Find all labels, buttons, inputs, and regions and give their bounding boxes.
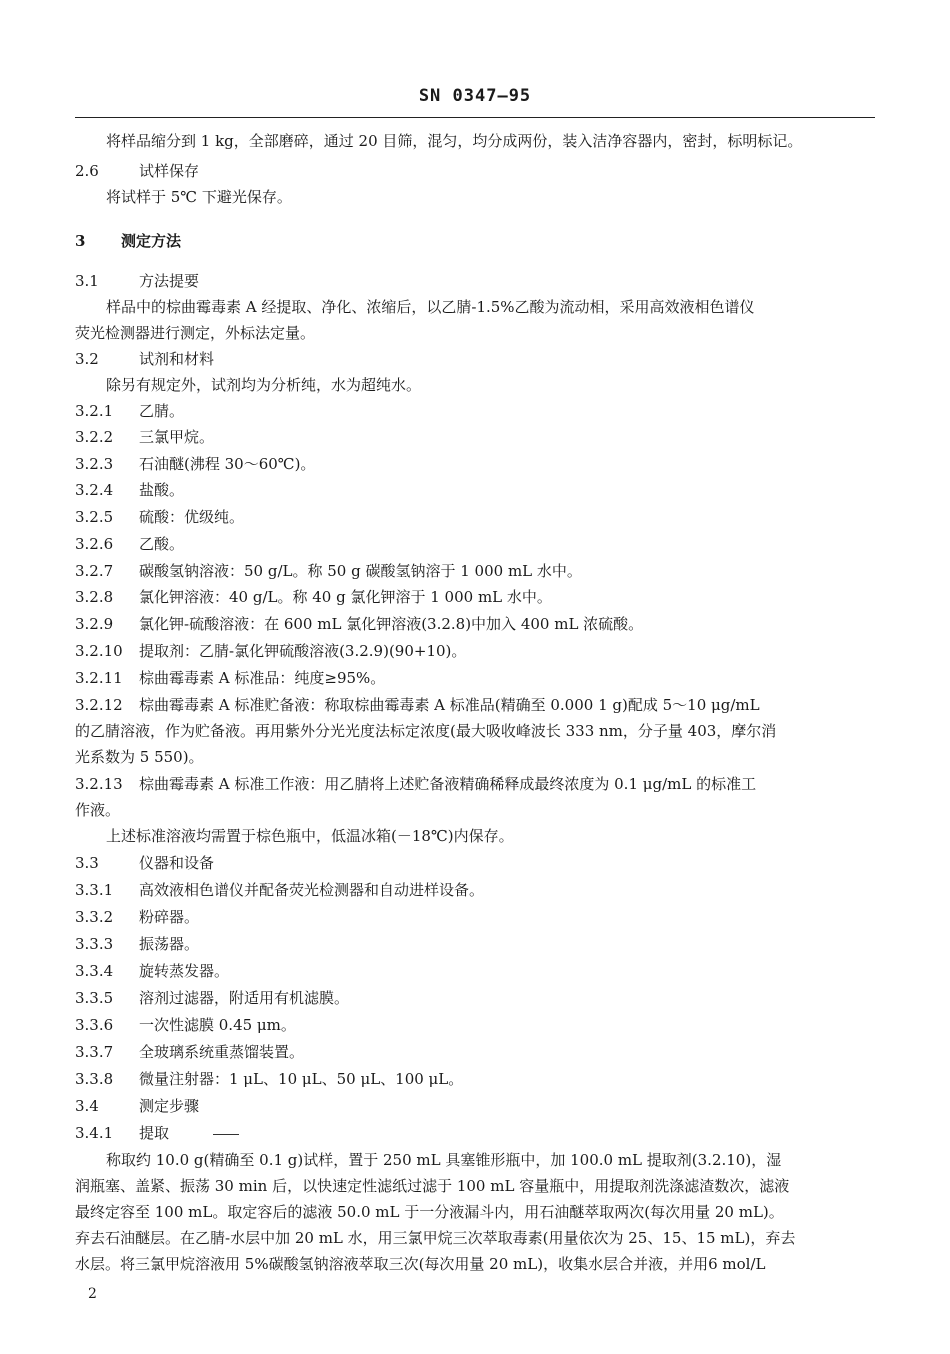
text-line	[75, 1228, 880, 1248]
section-number: 3.2.12	[75, 696, 123, 714]
section-number: 3.2.3	[75, 455, 114, 473]
section-number: 3.1	[75, 272, 99, 290]
text-line	[75, 668, 880, 688]
section-number: 3.2.1	[75, 402, 114, 420]
text-line	[75, 161, 880, 181]
text-line	[75, 587, 880, 607]
text-line	[75, 880, 880, 900]
paragraph-text: 称取约 10.0 g(精确至 0.1 g)试样，置于 250 mL 具塞锥形瓶中，加 100.0 mL 提取剂(3.2.10)，湿	[106, 1151, 782, 1169]
text-line	[75, 1254, 880, 1274]
section-text: 乙酸。	[139, 535, 185, 553]
text-line	[75, 1202, 880, 1222]
text-line	[75, 695, 880, 715]
text-line	[75, 534, 880, 554]
section-text: 盐酸。	[139, 481, 185, 499]
paragraph-text: 的乙腈溶液，作为贮备液。再用紫外分光光度法标定浓度(最大吸收峰波长 333 nm，分子量 403，摩尔消	[75, 722, 777, 740]
text-line	[75, 1176, 880, 1196]
section-text: 石油醚(沸程 30～60℃)。	[139, 455, 316, 473]
section-number: 3.2.2	[75, 428, 114, 446]
text-line	[75, 349, 880, 369]
section-text: 一次性滤膜 0.45 μm。	[139, 1016, 296, 1034]
section-number: 3.3	[75, 854, 99, 872]
section-text: 棕曲霉毒素 A 标准品：纯度≥95%。	[139, 669, 386, 687]
section-text: 提取剂：乙腈-氯化钾硫酸溶液(3.2.9)(90+10)。	[139, 642, 467, 660]
section-number: 3.2.5	[75, 508, 114, 526]
text-line	[106, 375, 880, 395]
text-line	[75, 747, 880, 767]
paragraph-text: 光系数为 5 550)。	[75, 748, 204, 766]
section-number: 3.2.7	[75, 562, 114, 580]
section-text: 溶剂过滤器，附适用有机滤膜。	[139, 989, 350, 1007]
section-text: 三氯甲烷。	[139, 428, 215, 446]
paragraph-text: 作液。	[75, 801, 121, 819]
text-line	[75, 1069, 880, 1089]
section-text: 棕曲霉毒素 A 标准工作液：用乙腈将上述贮备液精确稀释成最终浓度为 0.1 μg/mL 的标准工	[139, 775, 757, 793]
section-text: 全玻璃系统重蒸馏装置。	[139, 1043, 305, 1061]
section-number: 3.3.5	[75, 989, 114, 1007]
text-line	[106, 826, 880, 846]
text-line	[75, 988, 880, 1008]
section-number: 3.2.10	[75, 642, 123, 660]
paragraph-text: 水层。将三氯甲烷溶液用 5%碳酸氢钠溶液萃取三次(每次用量 20 mL)，收集水层合并液，并用6 mol/L	[75, 1255, 766, 1273]
section-number: 3.3.7	[75, 1043, 114, 1061]
paragraph-text: 将样品缩分到 1 kg，全部磨碎，通过 20 目筛，混匀，均分成两份，装入洁净容器内，密封，标明标记。	[106, 132, 803, 150]
section-text: 棕曲霉毒素 A 标准贮备液：称取棕曲霉毒素 A 标准品(精确至 0.000 1 g)配成 5～10 μg/mL	[139, 696, 760, 714]
section-text: 硫酸：优级纯。	[139, 508, 245, 526]
section-text: 微量注射器：1 μL、10 μL、50 μL、100 μL。	[139, 1070, 464, 1088]
section-text: 高效液相色谱仪并配备荧光检测器和自动进样设备。	[139, 881, 485, 899]
section-number: 3.4	[75, 1097, 99, 1115]
section-text: 碳酸氢钠溶液：50 g/L。称 50 g 碳酸氢钠溶于 1 000 mL 水中。	[139, 562, 582, 580]
text-line	[106, 131, 880, 151]
section-text: 方法提要	[139, 272, 200, 290]
text-line	[75, 401, 880, 421]
section-number: 3.2.13	[75, 775, 123, 793]
section-text: 氯化钾溶液：40 g/L。称 40 g 氯化钾溶于 1 000 mL 水中。	[139, 588, 552, 606]
text-line	[75, 231, 880, 251]
document-header: SN 0347—95	[418, 86, 532, 106]
section-text: 氯化钾-硫酸溶液：在 600 mL 氯化钾溶液(3.2.8)中加入 400 mL 浓硫酸。	[139, 615, 644, 633]
text-line	[75, 1015, 880, 1035]
text-line	[75, 853, 880, 873]
text-line	[75, 427, 880, 447]
section-text: 试样保存	[139, 162, 200, 180]
text-line	[75, 271, 880, 291]
text-line	[75, 480, 880, 500]
text-line	[75, 323, 880, 343]
section-number: 3.3.8	[75, 1070, 114, 1088]
text-line	[75, 454, 880, 474]
section-text: 提取	[139, 1124, 170, 1142]
section-number: 3.3.4	[75, 962, 114, 980]
section-number: 3.4.1	[75, 1124, 114, 1142]
section-text: 测定方法	[121, 232, 182, 250]
text-line	[106, 1150, 880, 1170]
section-number: 3.2.8	[75, 588, 114, 606]
text-line	[75, 934, 880, 954]
text-line	[106, 297, 880, 317]
section-text: 乙腈。	[139, 402, 185, 420]
section-number: 3.3.2	[75, 908, 114, 926]
section-text: 旋转蒸发器。	[139, 962, 230, 980]
text-line	[75, 1123, 880, 1143]
paragraph-text: 最终定容至 100 mL。取定容后的滤液 50.0 mL 于一分液漏斗内，用石油醚萃取两次(每次用量 20 mL)。	[75, 1203, 784, 1221]
text-line	[75, 507, 880, 527]
section-number: 2.6	[75, 162, 99, 180]
section-text: 测定步骤	[139, 1097, 200, 1115]
paragraph-text: 样品中的棕曲霉毒素 A 经提取、净化、浓缩后，以乙腈-1.5%乙酸为流动相，采用高效液相色谱仪	[106, 298, 755, 316]
header-rule	[75, 117, 875, 118]
page-number: 2	[88, 1286, 97, 1302]
text-line	[75, 1042, 880, 1062]
text-line	[75, 961, 880, 981]
section-text: 振荡器。	[139, 935, 200, 953]
text-line	[75, 907, 880, 927]
section-number: 3	[75, 232, 86, 250]
section-number: 3.2	[75, 350, 99, 368]
section-number: 3.2.11	[75, 669, 123, 687]
section-number: 3.3.3	[75, 935, 114, 953]
section-text: 粉碎器。	[139, 908, 200, 926]
paragraph-text: 上述标准溶液均需置于棕色瓶中，低温冰箱(－18℃)内保存。	[106, 827, 514, 845]
section-text: 仪器和设备	[139, 854, 215, 872]
section-number: 3.3.1	[75, 881, 114, 899]
paragraph-text: 弃去石油醚层。在乙腈-水层中加 20 mL 水，用三氯甲烷三次萃取毒素(用量依次为 25、15、15 mL)，弃去	[75, 1229, 796, 1247]
section-number: 3.2.9	[75, 615, 114, 633]
text-line	[75, 1096, 880, 1116]
text-line	[75, 614, 880, 634]
section-text: 试剂和材料	[139, 350, 215, 368]
text-line	[75, 641, 880, 661]
section-number: 3.2.6	[75, 535, 114, 553]
text-line	[75, 774, 880, 794]
text-line	[106, 187, 880, 207]
text-line	[75, 800, 880, 820]
paragraph-text: 除另有规定外，试剂均为分析纯，水为超纯水。	[106, 376, 422, 394]
text-line	[75, 561, 880, 581]
section-number: 3.2.4	[75, 481, 114, 499]
text-line	[75, 721, 880, 741]
paragraph-text: 荧光检测器进行测定，外标法定量。	[75, 324, 316, 342]
dash-mark	[213, 1134, 239, 1135]
paragraph-text: 将试样于 5℃ 下避光保存。	[106, 188, 292, 206]
paragraph-text: 润瓶塞、盖紧、振荡 30 min 后，以快速定性滤纸过滤于 100 mL 容量瓶中，用提取剂洗涤滤渣数次，滤液	[75, 1177, 790, 1195]
section-number: 3.3.6	[75, 1016, 114, 1034]
